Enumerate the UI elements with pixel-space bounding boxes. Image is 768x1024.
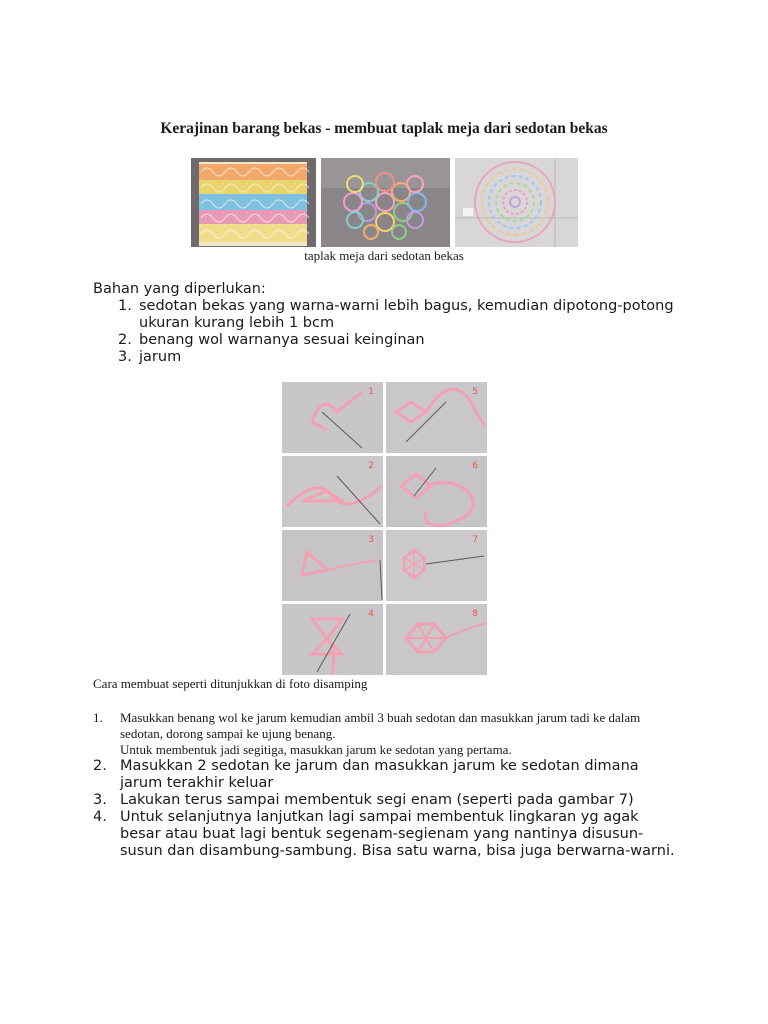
step-number: 3 [368, 535, 374, 545]
list-number: 3. [93, 792, 107, 808]
list-text: Masukkan 2 sedotan ke jarum dan masukkan jarum ke sedotan dimana jarum terakhir keluar [120, 758, 639, 791]
list-number: 1. [93, 710, 103, 725]
list-text: benang wol warnanya sesuai keinginan [139, 332, 425, 348]
steps-list [93, 710, 683, 860]
step-photo-7 [386, 530, 487, 601]
step-photo-3 [282, 530, 383, 601]
list-text: Lakukan terus sampai membentuk segi enam (seperti pada gambar 7) [120, 792, 634, 808]
photo-flower-tablecloth [321, 158, 450, 247]
materials-list [93, 298, 693, 366]
list-text: Untuk selanjutnya lanjutkan lagi sampai membentuk lingkaran yg agak besar atau buat lagi bentuk segenam-segienam yang nantinya disusun-susun dan disambung-sambung. Bisa satu warna, bisa juga berwarna-warni. [120, 809, 675, 859]
list-text: jarum [139, 349, 182, 365]
list-number: 2. [93, 758, 107, 774]
list-item [93, 792, 683, 809]
list-item [93, 710, 683, 758]
step-number: 1 [368, 387, 374, 397]
list-number: 4. [93, 809, 107, 825]
list-item [93, 809, 683, 860]
step-number: 4 [368, 609, 374, 619]
list-text: Masukkan benang wol ke jarum kemudian ambil 3 buah sedotan dan masukkan jarum tadi ke dalam sedotan, dorong sampai ke ujung benang. [120, 710, 641, 741]
step-number: 8 [472, 609, 478, 619]
list-item [93, 758, 683, 792]
list-number: 1. [118, 298, 132, 314]
step-number: 7 [472, 535, 478, 545]
materials-heading: Bahan yang diperlukan: [93, 281, 266, 297]
list-text-extra: Untuk membentuk jadi segitiga, masukkan jarum ke sedotan yang pertama. [120, 742, 512, 757]
step-photo-6 [386, 456, 487, 527]
step-photo-1 [282, 382, 383, 453]
photo-round-tablecloth [455, 158, 578, 247]
list-number: 3. [118, 349, 132, 365]
step-number: 5 [472, 387, 478, 397]
list-text: sedotan bekas yang warna-warni lebih bagus, kemudian dipotong-potong ukuran kurang lebih 1 bcm [139, 298, 674, 331]
document-title: Kerajinan barang bekas - membuat taplak meja dari sedotan bekas [160, 120, 608, 137]
step-photo-2 [282, 456, 383, 527]
step-photo-5 [386, 382, 487, 453]
photos-caption: taplak meja dari sedotan bekas [304, 248, 464, 263]
step-photo-8 [386, 604, 487, 675]
steps-caption: Cara membuat seperti ditunjukkan di foto disamping [93, 676, 368, 691]
step-number: 6 [472, 461, 478, 471]
list-item [93, 332, 693, 349]
list-number: 2. [118, 332, 132, 348]
list-item [93, 298, 693, 332]
photo-striped-tablecloth [191, 158, 316, 247]
list-item [93, 349, 693, 366]
step-photos-grid [282, 382, 487, 676]
step-number: 2 [368, 461, 374, 471]
step-photo-4 [282, 604, 383, 675]
